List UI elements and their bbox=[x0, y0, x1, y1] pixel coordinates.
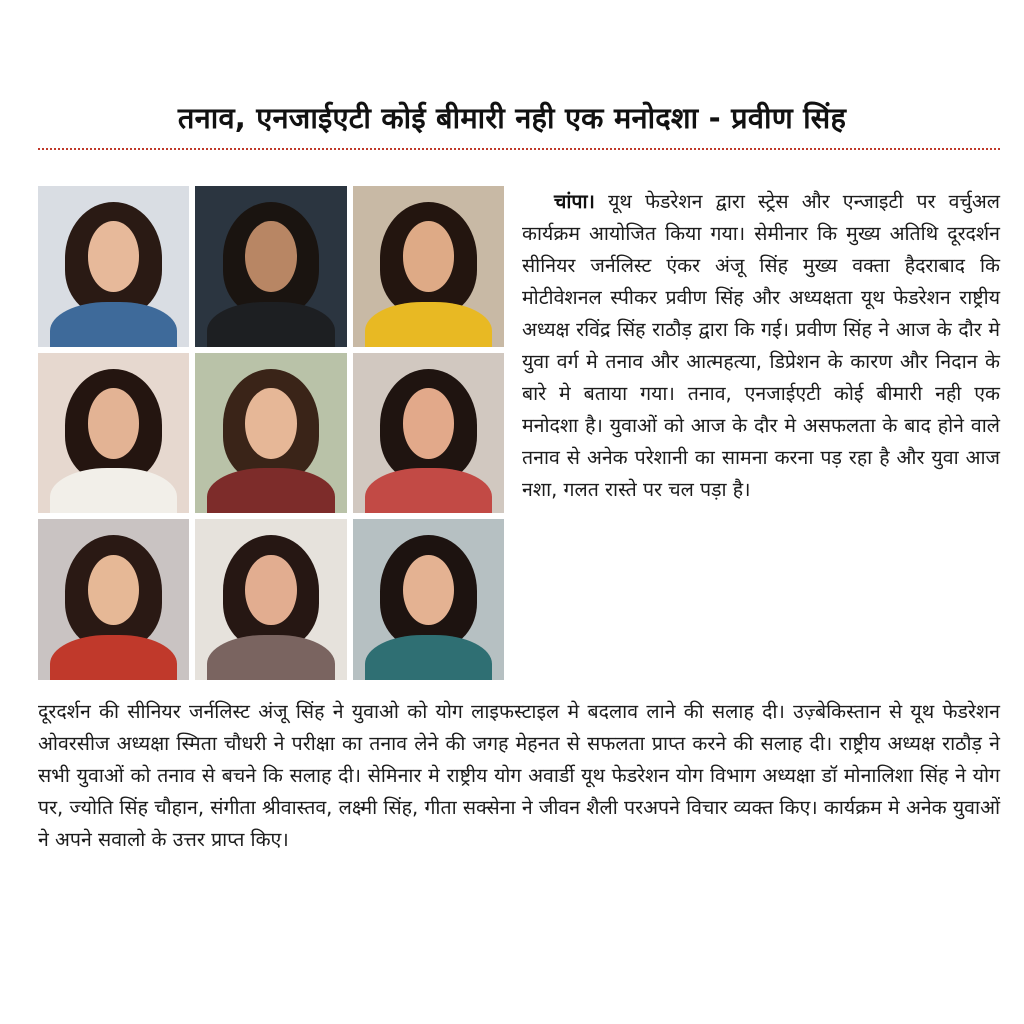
portrait-photo bbox=[353, 186, 504, 347]
dateline-place: चांपा। bbox=[554, 190, 595, 213]
article-column-body: यूथ फेडरेशन द्वारा स्ट्रेस और एन्जाइटी पर वर्चुअल कार्यक्रम आयोजित किया गया। सेमीनार कि मुख्य अतिथि दूरदर्शन सीनियर जर्नलिस्ट एंकर अंजू सिंह मुख्य वक्ता हैदराबाद कि मोटीवेशनल स्पीकर प्रवीण सिंह और अध्यक्षता यूथ फेडरेशन राष्ट्रीय अध्यक्ष रविंद्र सिंह राठौड़ द्वारा कि गई। प्रवीण सिंह ने आज के दौर मे युवा वर्ग मे तनाव और आत्महत्या, डिप्रेशन के कारण और निदान के बारे मे बताया गया। तनाव, एनजाईएटी कोई बीमारी नही एक मनोदशा है। युवाओं को आज के दौर मे असफलता के बाद होने वाले तनाव से अनेक परेशानी का सामना करना पड़ रहा है और युवा आज नशा, गलत रास्ते पर चल पड़ा है। bbox=[522, 190, 1000, 501]
dotted-divider bbox=[38, 148, 1000, 150]
portrait-photo bbox=[195, 186, 346, 347]
portrait-photo bbox=[38, 186, 189, 347]
portrait-photo bbox=[353, 519, 504, 680]
article-column-text bbox=[522, 186, 1000, 506]
portrait-photo bbox=[195, 353, 346, 514]
portrait-photo bbox=[353, 353, 504, 514]
portrait-photo bbox=[195, 519, 346, 680]
portrait-photo bbox=[38, 519, 189, 680]
photo-collage bbox=[38, 186, 504, 680]
headline: तनाव, एनजाईएटी कोई बीमारी नही एक मनोदशा - प्रवीण सिंह bbox=[177, 101, 847, 135]
portrait-photo bbox=[38, 353, 189, 514]
article-full-width-text: दूरदर्शन की सीनियर जर्नलिस्ट अंजू सिंह ने युवाओ को योग लाइफस्टाइल मे बदलाव लाने की सलाह दी। उज़्बेकिस्तान से यूथ फेडरेशन ओवरसीज अध्यक्षा स्मिता चौधरी ने परीक्षा का तनाव लेने की जगह मेहनत से सफलता प्राप्त करने की सलाह दी। राष्ट्रीय अध्यक्ष राठौड़ ने सभी युवाओं को तनाव से बचने कि सलाह दी। सेमिनार मे राष्ट्रीय योग अवार्डी यूथ फेडरेशन योग विभाग अध्यक्षा डॉ मोनालिशा सिंह ने योग पर, ज्योति सिंह चौहान, संगीता श्रीवास्तव, लक्ष्मी सिंह, गीता सक्सेना ने जीवन शैली परअपने विचार व्यक्त किए। कार्यक्रम मे अनेक युवाओं ने अपने सवालो के उत्तर प्राप्त किए। bbox=[38, 700, 1000, 851]
